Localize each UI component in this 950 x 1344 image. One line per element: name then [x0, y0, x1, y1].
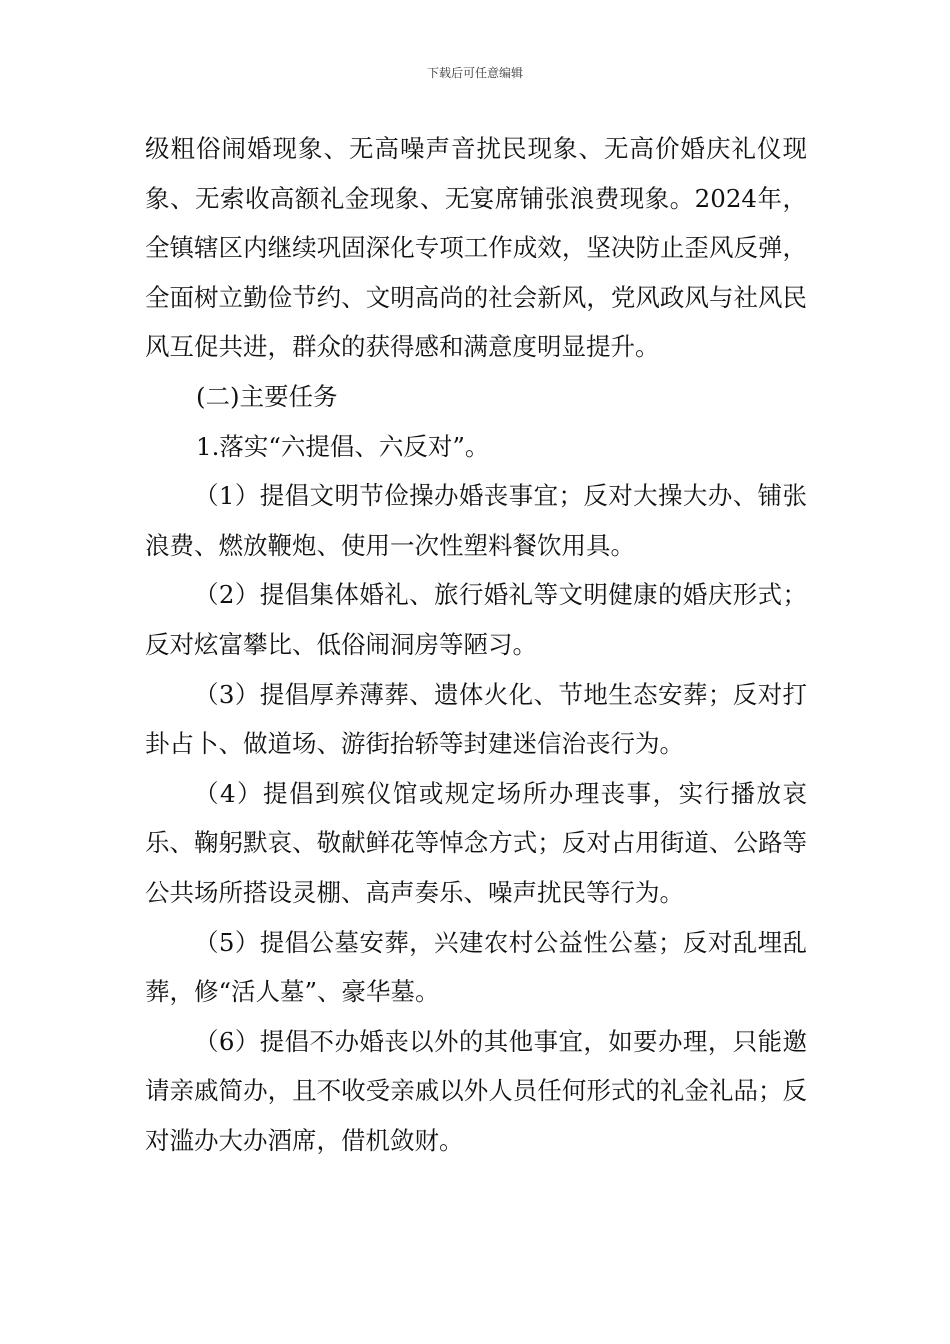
list-item-6: （6）提倡不办婚丧以外的其他事宜，如要办理，只能邀请亲戚简办，且不收受亲戚以外人员任何形式的礼金礼品；反对滥办大办酒席，借机敛财。	[145, 1026, 807, 1155]
page-header-note: 下载后可任意编辑	[426, 66, 523, 80]
document-body	[145, 124, 807, 1165]
section-heading-main-tasks: (二)主要任务	[196, 381, 338, 411]
list-item-2: （2）提倡集体婚礼、旅行婚礼等文明健康的婚庆形式；反对炫富攀比、低俗闹洞房等陋习。	[145, 580, 807, 659]
list-item-3: （3）提倡厚养薄葬、遗体火化、节地生态安葬；反对打卦占卜、做道场、游街抬轿等封建迷信治丧行为。	[145, 679, 807, 759]
task-heading-six-advocate-six-oppose: 1.落实“六提倡、六反对”。	[196, 431, 490, 461]
list-item-4: （4）提倡到殡仪馆或规定场所办理丧事，实行播放哀乐、鞠躬默哀、敬献鲜花等悼念方式；反对占用街道、公路等公共场所搭设灵棚、高声奏乐、噪声扰民等行为。	[145, 778, 807, 907]
list-item-1: （1）提倡文明节俭操办婚丧事宜；反对大操大办、铺张浪费、燃放鞭炮、使用一次性塑料餐饮用具。	[145, 481, 807, 560]
list-item-5: （5）提倡公墓安葬，兴建农村公益性公墓；反对乱埋乱葬，修“活人墓”、豪华墓。	[145, 927, 807, 1007]
paragraph-goals-continued: 级粗俗闹婚现象、无高噪声音扰民现象、无高价婚庆礼仪现象、无索收高额礼金现象、无宴席铺张浪费现象。2024年，全镇辖区内继续巩固深化专项工作成效，坚决防止歪风反弹，全面树立勤俭节约、文明高尚的社会新风，党风政风与社风民风互促共进，群众的获得感和满意度明显提升。	[145, 134, 807, 362]
